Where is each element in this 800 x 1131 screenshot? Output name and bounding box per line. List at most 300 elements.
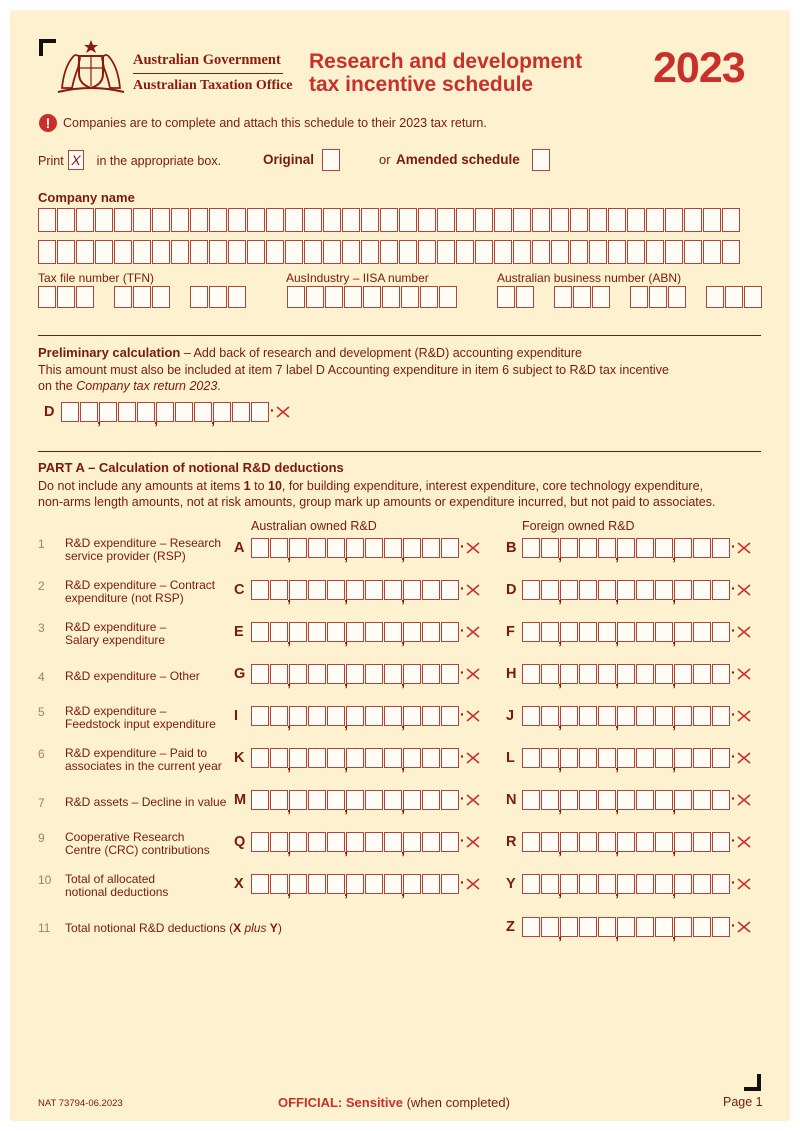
- amount-digit[interactable]: [560, 622, 578, 642]
- company-name-char[interactable]: [684, 240, 702, 264]
- amount-digit[interactable]: [598, 664, 616, 684]
- preliminary-amount-field[interactable]: [61, 402, 292, 422]
- foreign-amount-field[interactable]: [522, 538, 753, 558]
- company-name-char[interactable]: [532, 208, 550, 232]
- digit-cell[interactable]: [497, 286, 515, 308]
- company-name-char[interactable]: [627, 240, 645, 264]
- amount-digit[interactable]: [522, 580, 540, 600]
- company-name-char[interactable]: [228, 240, 246, 264]
- company-name-char[interactable]: [133, 240, 151, 264]
- amount-digit[interactable]: [384, 874, 402, 894]
- amount-digit[interactable]: [693, 917, 711, 937]
- company-name-char[interactable]: [76, 208, 94, 232]
- amended-checkbox[interactable]: [532, 149, 550, 171]
- company-name-char[interactable]: [361, 240, 379, 264]
- company-name-char[interactable]: [722, 240, 740, 264]
- australian-amount-field[interactable]: [251, 748, 482, 768]
- amount-digit[interactable]: [522, 790, 540, 810]
- amount-digit[interactable]: [232, 402, 250, 422]
- amount-digit[interactable]: [346, 580, 364, 600]
- company-name-char[interactable]: [342, 208, 360, 232]
- amount-digit[interactable]: [422, 874, 440, 894]
- amount-digit[interactable]: [251, 538, 269, 558]
- amount-digit[interactable]: [636, 622, 654, 642]
- amount-digit[interactable]: [346, 538, 364, 558]
- amount-digit[interactable]: [522, 622, 540, 642]
- amount-digit[interactable]: [99, 402, 117, 422]
- digit-group[interactable]: [497, 286, 535, 308]
- company-name-char[interactable]: [133, 208, 151, 232]
- company-name-char[interactable]: [589, 208, 607, 232]
- company-name-char[interactable]: [437, 208, 455, 232]
- amount-digit[interactable]: [327, 790, 345, 810]
- company-name-char[interactable]: [437, 240, 455, 264]
- amount-digit[interactable]: [441, 664, 459, 684]
- amount-digit[interactable]: [598, 832, 616, 852]
- company-name-char[interactable]: [665, 240, 683, 264]
- company-name-char[interactable]: [551, 208, 569, 232]
- amount-digit[interactable]: [560, 832, 578, 852]
- iisa-digit[interactable]: [401, 286, 419, 308]
- amount-digit[interactable]: [655, 790, 673, 810]
- amount-digit[interactable]: [251, 664, 269, 684]
- amount-digit[interactable]: [251, 874, 269, 894]
- amount-digit[interactable]: [422, 538, 440, 558]
- amount-digit[interactable]: [441, 832, 459, 852]
- amount-digit[interactable]: [251, 580, 269, 600]
- amount-digit[interactable]: [541, 874, 559, 894]
- amount-digit[interactable]: [541, 917, 559, 937]
- company-name-char[interactable]: [76, 240, 94, 264]
- amount-digit[interactable]: [308, 580, 326, 600]
- amount-digit[interactable]: [693, 622, 711, 642]
- amount-digit[interactable]: [598, 538, 616, 558]
- amount-digit[interactable]: [346, 748, 364, 768]
- amount-digit[interactable]: [636, 874, 654, 894]
- digit-cell[interactable]: [668, 286, 686, 308]
- amount-digit[interactable]: [308, 832, 326, 852]
- company-name-char[interactable]: [266, 208, 284, 232]
- amount-digit[interactable]: [327, 664, 345, 684]
- amount-digit[interactable]: [270, 748, 288, 768]
- amount-digit[interactable]: [560, 790, 578, 810]
- amount-digit[interactable]: [579, 832, 597, 852]
- company-name-char[interactable]: [209, 208, 227, 232]
- amount-digit[interactable]: [712, 874, 730, 894]
- company-name-char[interactable]: [95, 208, 113, 232]
- company-name-char[interactable]: [247, 208, 265, 232]
- amount-digit[interactable]: [636, 664, 654, 684]
- company-name-char[interactable]: [703, 240, 721, 264]
- amount-digit[interactable]: [251, 706, 269, 726]
- foreign-amount-field[interactable]: [522, 790, 753, 810]
- amount-digit[interactable]: [598, 874, 616, 894]
- amount-digit[interactable]: [346, 790, 364, 810]
- amount-digit[interactable]: [346, 706, 364, 726]
- digit-cell[interactable]: [725, 286, 743, 308]
- amount-digit[interactable]: [617, 917, 635, 937]
- amount-digit[interactable]: [636, 917, 654, 937]
- amount-digit[interactable]: [61, 402, 79, 422]
- amount-digit[interactable]: [693, 580, 711, 600]
- amount-digit[interactable]: [346, 874, 364, 894]
- total-z-field[interactable]: [522, 917, 753, 937]
- amount-digit[interactable]: [403, 874, 421, 894]
- company-name-char[interactable]: [95, 240, 113, 264]
- amount-digit[interactable]: [560, 664, 578, 684]
- amount-digit[interactable]: [636, 832, 654, 852]
- company-name-char[interactable]: [209, 240, 227, 264]
- amount-digit[interactable]: [655, 917, 673, 937]
- company-name-char[interactable]: [266, 240, 284, 264]
- company-name-char[interactable]: [665, 208, 683, 232]
- amount-digit[interactable]: [308, 664, 326, 684]
- amount-digit[interactable]: [403, 790, 421, 810]
- amount-digit[interactable]: [289, 832, 307, 852]
- iisa-digit[interactable]: [363, 286, 381, 308]
- amount-digit[interactable]: [308, 748, 326, 768]
- amount-digit[interactable]: [270, 664, 288, 684]
- company-name-char[interactable]: [342, 240, 360, 264]
- company-name-char[interactable]: [114, 208, 132, 232]
- company-name-char[interactable]: [228, 208, 246, 232]
- amount-digit[interactable]: [655, 538, 673, 558]
- amount-digit[interactable]: [270, 622, 288, 642]
- company-name-char[interactable]: [399, 208, 417, 232]
- amount-digit[interactable]: [384, 748, 402, 768]
- amount-digit[interactable]: [579, 790, 597, 810]
- foreign-amount-field[interactable]: [522, 874, 753, 894]
- amount-digit[interactable]: [327, 580, 345, 600]
- amount-digit[interactable]: [403, 580, 421, 600]
- company-name-char[interactable]: [380, 208, 398, 232]
- company-name-char[interactable]: [551, 240, 569, 264]
- company-name-char[interactable]: [171, 240, 189, 264]
- amount-digit[interactable]: [617, 580, 635, 600]
- digit-cell[interactable]: [649, 286, 667, 308]
- company-name-char[interactable]: [456, 208, 474, 232]
- amount-digit[interactable]: [655, 580, 673, 600]
- amount-digit[interactable]: [579, 580, 597, 600]
- amount-digit[interactable]: [560, 874, 578, 894]
- amount-digit[interactable]: [560, 917, 578, 937]
- amount-digit[interactable]: [289, 874, 307, 894]
- amount-digit[interactable]: [384, 622, 402, 642]
- digit-cell[interactable]: [592, 286, 610, 308]
- company-name-char[interactable]: [608, 240, 626, 264]
- amount-digit[interactable]: [441, 706, 459, 726]
- digit-group[interactable]: [706, 286, 763, 308]
- amount-digit[interactable]: [674, 832, 692, 852]
- company-name-char[interactable]: [152, 208, 170, 232]
- amount-digit[interactable]: [251, 748, 269, 768]
- company-name-char[interactable]: [494, 208, 512, 232]
- amount-digit[interactable]: [441, 874, 459, 894]
- company-name-char[interactable]: [418, 208, 436, 232]
- amount-digit[interactable]: [251, 832, 269, 852]
- company-name-char[interactable]: [399, 240, 417, 264]
- foreign-amount-field[interactable]: [522, 622, 753, 642]
- amount-digit[interactable]: [560, 580, 578, 600]
- digit-cell[interactable]: [630, 286, 648, 308]
- amount-digit[interactable]: [579, 706, 597, 726]
- amount-digit[interactable]: [403, 706, 421, 726]
- amount-digit[interactable]: [674, 706, 692, 726]
- amount-digit[interactable]: [598, 790, 616, 810]
- amount-digit[interactable]: [251, 790, 269, 810]
- amount-digit[interactable]: [384, 832, 402, 852]
- amount-digit[interactable]: [327, 538, 345, 558]
- digit-cell[interactable]: [554, 286, 572, 308]
- digit-group[interactable]: [554, 286, 611, 308]
- amount-digit[interactable]: [289, 622, 307, 642]
- amount-digit[interactable]: [674, 748, 692, 768]
- company-name-char[interactable]: [532, 240, 550, 264]
- iisa-digit[interactable]: [306, 286, 324, 308]
- amount-digit[interactable]: [441, 790, 459, 810]
- amount-digit[interactable]: [674, 622, 692, 642]
- amount-digit[interactable]: [712, 917, 730, 937]
- amount-digit[interactable]: [674, 580, 692, 600]
- amount-digit[interactable]: [289, 748, 307, 768]
- amount-digit[interactable]: [560, 706, 578, 726]
- iisa-digit[interactable]: [344, 286, 362, 308]
- amount-digit[interactable]: [289, 538, 307, 558]
- digit-cell[interactable]: [516, 286, 534, 308]
- amount-digit[interactable]: [289, 580, 307, 600]
- amount-digit[interactable]: [541, 832, 559, 852]
- digit-cell[interactable]: [744, 286, 762, 308]
- amount-digit[interactable]: [636, 706, 654, 726]
- amount-digit[interactable]: [80, 402, 98, 422]
- amount-digit[interactable]: [693, 874, 711, 894]
- amount-digit[interactable]: [541, 706, 559, 726]
- amount-digit[interactable]: [655, 874, 673, 894]
- amount-digit[interactable]: [422, 622, 440, 642]
- amount-digit[interactable]: [346, 832, 364, 852]
- amount-digit[interactable]: [541, 664, 559, 684]
- amount-digit[interactable]: [403, 622, 421, 642]
- amount-digit[interactable]: [270, 874, 288, 894]
- company-name-char[interactable]: [247, 240, 265, 264]
- amount-digit[interactable]: [712, 748, 730, 768]
- amount-digit[interactable]: [693, 832, 711, 852]
- amount-digit[interactable]: [289, 790, 307, 810]
- company-name-char[interactable]: [570, 208, 588, 232]
- amount-digit[interactable]: [365, 580, 383, 600]
- company-name-char[interactable]: [456, 240, 474, 264]
- amount-digit[interactable]: [251, 622, 269, 642]
- digit-cell[interactable]: [114, 286, 132, 308]
- company-name-char[interactable]: [114, 240, 132, 264]
- amount-digit[interactable]: [365, 832, 383, 852]
- amount-digit[interactable]: [137, 402, 155, 422]
- amount-digit[interactable]: [365, 874, 383, 894]
- company-name-char[interactable]: [703, 208, 721, 232]
- amount-digit[interactable]: [579, 874, 597, 894]
- company-name-char[interactable]: [57, 240, 75, 264]
- amount-digit[interactable]: [617, 706, 635, 726]
- australian-amount-field[interactable]: [251, 706, 482, 726]
- amount-digit[interactable]: [403, 832, 421, 852]
- amount-digit[interactable]: [403, 748, 421, 768]
- amount-digit[interactable]: [598, 622, 616, 642]
- company-name-char[interactable]: [418, 240, 436, 264]
- amount-digit[interactable]: [617, 874, 635, 894]
- amount-digit[interactable]: [441, 538, 459, 558]
- amount-digit[interactable]: [403, 664, 421, 684]
- amount-digit[interactable]: [674, 664, 692, 684]
- amount-digit[interactable]: [579, 622, 597, 642]
- amount-digit[interactable]: [522, 664, 540, 684]
- company-name-char[interactable]: [380, 240, 398, 264]
- company-name-char[interactable]: [475, 208, 493, 232]
- digit-group[interactable]: [630, 286, 687, 308]
- amount-digit[interactable]: [712, 538, 730, 558]
- amount-digit[interactable]: [365, 706, 383, 726]
- company-name-char[interactable]: [589, 240, 607, 264]
- amount-digit[interactable]: [541, 622, 559, 642]
- amount-digit[interactable]: [712, 790, 730, 810]
- amount-digit[interactable]: [674, 917, 692, 937]
- amount-digit[interactable]: [712, 664, 730, 684]
- company-name-char[interactable]: [684, 208, 702, 232]
- company-name-char[interactable]: [190, 240, 208, 264]
- company-name-char[interactable]: [646, 240, 664, 264]
- amount-digit[interactable]: [674, 538, 692, 558]
- foreign-amount-field[interactable]: [522, 580, 753, 600]
- amount-digit[interactable]: [403, 538, 421, 558]
- company-name-row-1[interactable]: [38, 208, 741, 232]
- amount-digit[interactable]: [365, 538, 383, 558]
- amount-digit[interactable]: [617, 832, 635, 852]
- amount-digit[interactable]: [270, 832, 288, 852]
- amount-digit[interactable]: [308, 874, 326, 894]
- amount-digit[interactable]: [655, 748, 673, 768]
- iisa-digit[interactable]: [382, 286, 400, 308]
- iisa-field[interactable]: [287, 286, 458, 308]
- amount-digit[interactable]: [346, 622, 364, 642]
- company-name-char[interactable]: [57, 208, 75, 232]
- amount-digit[interactable]: [270, 790, 288, 810]
- amount-digit[interactable]: [712, 706, 730, 726]
- amount-digit[interactable]: [579, 917, 597, 937]
- australian-amount-field[interactable]: [251, 832, 482, 852]
- amount-digit[interactable]: [327, 748, 345, 768]
- amount-digit[interactable]: [422, 790, 440, 810]
- iisa-digit[interactable]: [287, 286, 305, 308]
- amount-digit[interactable]: [308, 538, 326, 558]
- amount-digit[interactable]: [327, 706, 345, 726]
- company-name-char[interactable]: [171, 208, 189, 232]
- company-name-char[interactable]: [494, 240, 512, 264]
- amount-digit[interactable]: [636, 790, 654, 810]
- amount-digit[interactable]: [365, 790, 383, 810]
- amount-digit[interactable]: [636, 748, 654, 768]
- foreign-amount-field[interactable]: [522, 664, 753, 684]
- amount-digit[interactable]: [522, 748, 540, 768]
- amount-digit[interactable]: [693, 664, 711, 684]
- amount-digit[interactable]: [308, 622, 326, 642]
- amount-digit[interactable]: [655, 832, 673, 852]
- amount-digit[interactable]: [522, 874, 540, 894]
- amount-digit[interactable]: [522, 538, 540, 558]
- amount-digit[interactable]: [598, 580, 616, 600]
- amount-digit[interactable]: [289, 664, 307, 684]
- amount-digit[interactable]: [560, 748, 578, 768]
- company-name-row-2[interactable]: [38, 240, 741, 264]
- amount-digit[interactable]: [693, 538, 711, 558]
- amount-digit[interactable]: [441, 622, 459, 642]
- amount-digit[interactable]: [365, 622, 383, 642]
- digit-cell[interactable]: [152, 286, 170, 308]
- amount-digit[interactable]: [636, 580, 654, 600]
- amount-digit[interactable]: [441, 580, 459, 600]
- amount-digit[interactable]: [365, 664, 383, 684]
- company-name-char[interactable]: [323, 240, 341, 264]
- amount-digit[interactable]: [579, 538, 597, 558]
- amount-digit[interactable]: [384, 790, 402, 810]
- amount-digit[interactable]: [251, 402, 269, 422]
- digit-cell[interactable]: [76, 286, 94, 308]
- amount-digit[interactable]: [365, 748, 383, 768]
- digit-group[interactable]: [190, 286, 247, 308]
- amount-digit[interactable]: [617, 790, 635, 810]
- australian-amount-field[interactable]: [251, 538, 482, 558]
- amount-digit[interactable]: [384, 538, 402, 558]
- foreign-amount-field[interactable]: [522, 706, 753, 726]
- company-name-char[interactable]: [722, 208, 740, 232]
- iisa-digit[interactable]: [325, 286, 343, 308]
- amount-digit[interactable]: [270, 538, 288, 558]
- amount-digit[interactable]: [327, 622, 345, 642]
- amount-digit[interactable]: [617, 622, 635, 642]
- company-name-char[interactable]: [304, 208, 322, 232]
- company-name-char[interactable]: [475, 240, 493, 264]
- digit-group[interactable]: [38, 286, 95, 308]
- amount-digit[interactable]: [175, 402, 193, 422]
- digit-cell[interactable]: [190, 286, 208, 308]
- amount-digit[interactable]: [384, 664, 402, 684]
- company-name-char[interactable]: [304, 240, 322, 264]
- company-name-char[interactable]: [285, 240, 303, 264]
- amount-digit[interactable]: [118, 402, 136, 422]
- amount-digit[interactable]: [598, 748, 616, 768]
- amount-digit[interactable]: [422, 706, 440, 726]
- digit-cell[interactable]: [38, 286, 56, 308]
- company-name-char[interactable]: [361, 208, 379, 232]
- company-name-char[interactable]: [570, 240, 588, 264]
- iisa-digit[interactable]: [439, 286, 457, 308]
- company-name-char[interactable]: [513, 240, 531, 264]
- amount-digit[interactable]: [541, 790, 559, 810]
- company-name-char[interactable]: [38, 208, 56, 232]
- amount-digit[interactable]: [270, 580, 288, 600]
- company-name-char[interactable]: [608, 208, 626, 232]
- digit-cell[interactable]: [573, 286, 591, 308]
- amount-digit[interactable]: [617, 664, 635, 684]
- amount-digit[interactable]: [308, 706, 326, 726]
- amount-digit[interactable]: [441, 748, 459, 768]
- amount-digit[interactable]: [712, 832, 730, 852]
- amount-digit[interactable]: [541, 748, 559, 768]
- australian-amount-field[interactable]: [251, 580, 482, 600]
- amount-digit[interactable]: [693, 706, 711, 726]
- amount-digit[interactable]: [422, 748, 440, 768]
- digit-cell[interactable]: [57, 286, 75, 308]
- digit-cell[interactable]: [228, 286, 246, 308]
- company-name-char[interactable]: [152, 240, 170, 264]
